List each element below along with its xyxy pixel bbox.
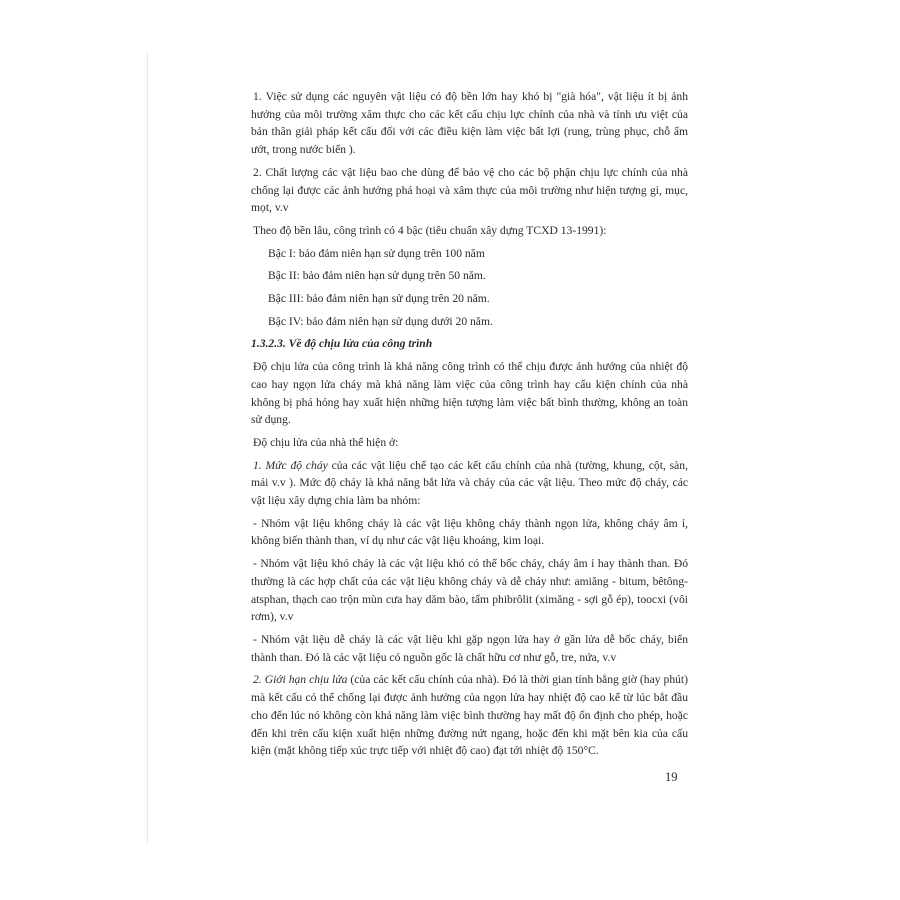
grade-item: Bậc II: bảo đảm niên hạn sử dụng trên 50 năm. [268,269,486,283]
fire-limit-text: (của các kết cấu chính của nhà). Đó là thời gian tính bằng giờ (hay phút) mà kết cấu có thể chống lại được ảnh hưởng của ngọn lửa hay nhiệt độ cao kể từ lúc bắt đầu cho đến lúc nó không còn khả năng làm việc bình thường hay mất độ ổn định cho phép, hoặc đến khi trên cấu kiện xuất hiện những đường nứt ngang, hoặc đến khi mặt bên kia của cấu kiện (mặt không tiếp xúc trực tiếp với nhiệt độ cao) đạt tới nhiệt độ 150°C. [251,673,688,758]
paragraph-noncombustible-group: - Nhóm vật liệu không cháy là các vật liệu không cháy thành ngọn lửa, không cháy âm ỉ, không biến thành than, ví dụ như các vật liệu khoáng, kim loại. [251,516,688,548]
paragraph-durability-grades-intro: Theo độ bền lâu, công trình có 4 bậc (tiêu chuẩn xây dựng TCXD 13-1991): [253,223,607,237]
grade-item: Bậc I: bảo đảm niên hạn sử dụng trên 100 năm [268,246,485,260]
grade-item: Bậc III: bảo đảm niên hạn sử dụng trên 20 năm. [268,292,490,306]
paragraph-cladding-quality: 2. Chất lượng các vật liệu bao che dùng để bảo vệ cho các bộ phận chịu lực chính của nhà chống lại được các ảnh hưởng phá hoại và xâm thực của môi trường như hiện tượng gỉ, mục, mọt, v.v [251,165,688,215]
paragraph-durable-materials: 1. Việc sử dụng các nguyên vật liệu có độ bền lớn hay khó bị "già hóa", vật liệu ít bị ảnh hưởng của môi trường xâm thực cho các kết cấu chịu lực chính của nhà và tính ưu việt của bản thân giải pháp kết cấu đối với các điều kiện làm việc bất lợi (rung, trùng phục, chỗ ẩm ướt, trong nước biển ). [251,90,688,157]
paragraph-combustible-group: - Nhóm vật liệu dễ cháy là các vật liệu khi gặp ngọn lửa hay ở gần lửa dễ bốc cháy, biến thành than. Đó là các vật liệu có nguồn gốc là chất hữu cơ như gỗ, tre, nứa, v.v [251,632,688,664]
burn-level-term: 1. Mức độ cháy [253,458,328,472]
paragraph-fire-resistance-intro: Độ chịu lửa của nhà thể hiện ở: [253,435,399,449]
paragraph-fire-limit [251,671,688,760]
burn-level-text: của các vật liệu chế tạo các kết cấu chính của nhà (tường, khung, cột, sàn, mái v.v ). Mức độ cháy là khả năng bắt lửa và cháy của các vật liệu. Theo mức độ cháy, các vật liệu xây dựng chia làm ba nhóm: [251,458,688,508]
section-heading: 1.3.2.3. Về độ chịu lửa của công trình [251,337,433,351]
page-number: 19 [665,770,678,784]
paragraph-fire-resistance-definition: Độ chịu lửa của công trình là khả năng công trình có thể chịu được ảnh hưởng của nhiệt độ cao hay ngọn lửa cháy mà khả năng làm việc của công trình hay cấu kiện chính của nhà không bị phá hỏng hay xuất hiện những hiện tượng làm việc bất bình thường, không an toàn sử dụng. [251,360,688,427]
fire-limit-term: 2. Giới hạn chịu lửa [253,673,348,687]
paragraph-hard-combustible-group: - Nhóm vật liệu khó cháy là các vật liệu khó có thể bốc cháy, cháy âm ỉ hay thành than. Đó thường là các hợp chất của các vật liệu không cháy và dễ cháy như: amiăng - bitum, bêtông-atsphan, thạch cao trộn mùn cưa hay dăm bào, tấm phibrôlit (ximăng - sợi gỗ ép), toocxi (vôi rơm), v.v [251,557,688,624]
grade-item: Bậc IV: bảo đảm niên hạn sử dụng dưới 20 năm. [268,314,493,328]
document-page [147,52,748,844]
page-body [251,88,688,765]
paragraph-burn-level [251,457,688,510]
